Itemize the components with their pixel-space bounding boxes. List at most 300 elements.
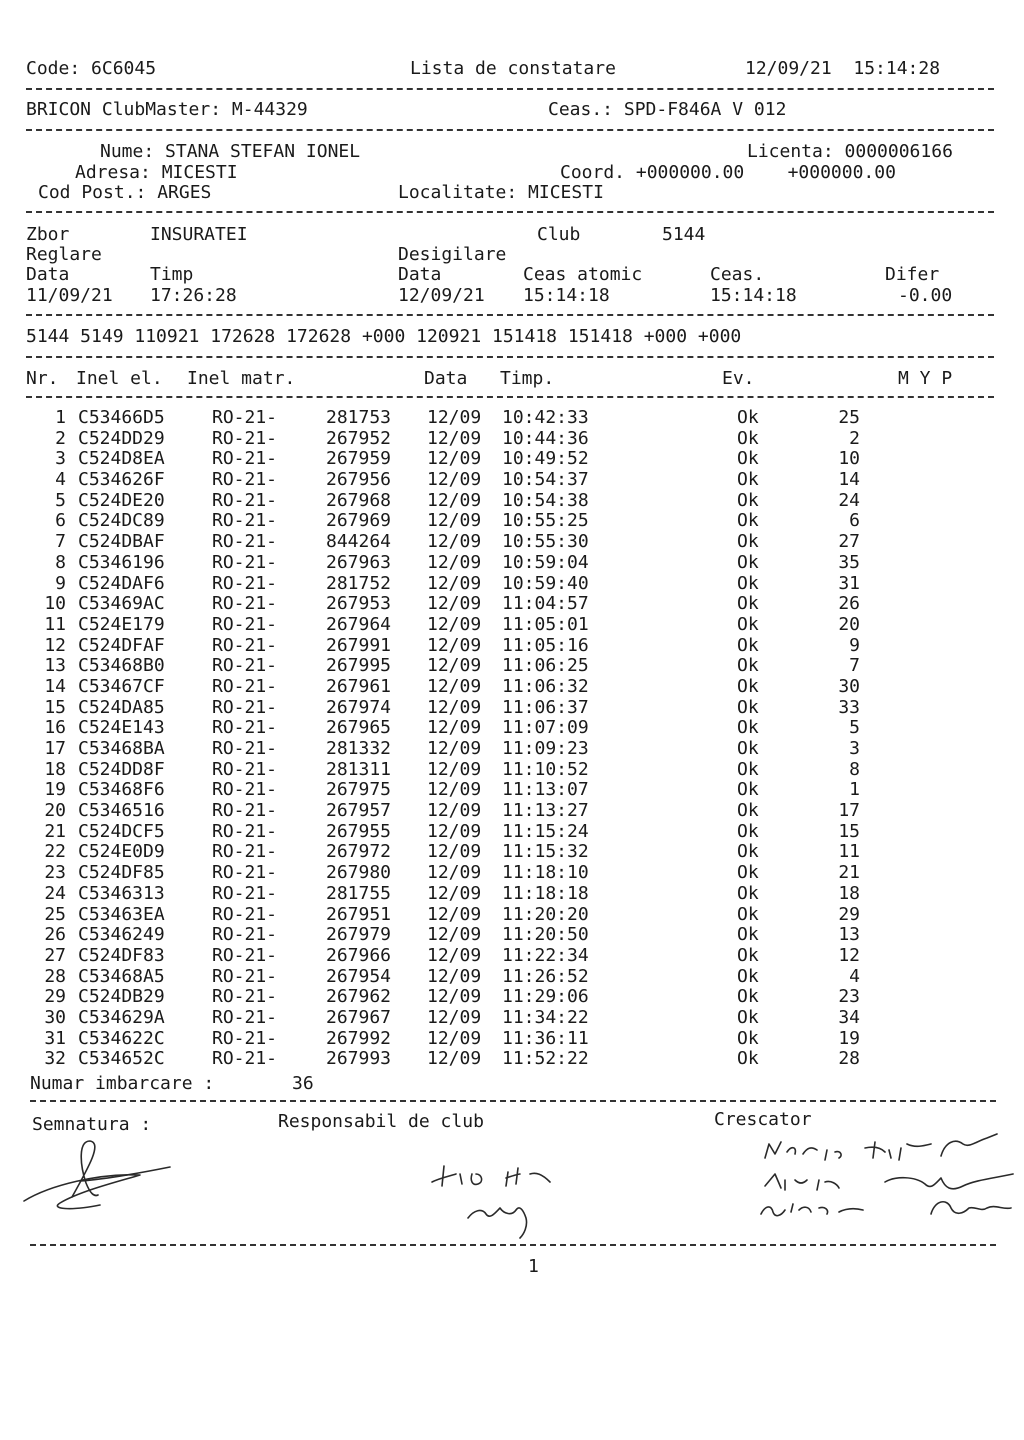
row-number: 14	[44, 675, 66, 697]
position: 1	[849, 779, 860, 801]
event-status: Ok	[737, 841, 759, 863]
separator	[26, 396, 994, 398]
event-status: Ok	[737, 717, 759, 739]
electronic-ring: C524DD29	[78, 427, 165, 449]
ring-prefix: RO-21-	[212, 448, 278, 470]
position: 20	[838, 613, 860, 635]
row-number: 31	[44, 1027, 66, 1049]
position: 13	[838, 924, 860, 946]
ring-prefix: RO-21-	[212, 1048, 278, 1070]
position: 4	[849, 965, 860, 987]
ring-number: 267961	[326, 675, 392, 697]
electronic-ring: C5346249	[78, 924, 165, 946]
document-title: Lista de constatare	[410, 58, 616, 79]
arrival-time: 10:59:40	[502, 572, 589, 594]
electronic-ring: C53468B0	[78, 655, 165, 677]
difference-value: -0.00	[898, 285, 953, 306]
arrival-time: 11:18:18	[502, 882, 589, 904]
atomic-clock-label: Ceas atomic	[523, 264, 643, 285]
arrival-time: 10:44:36	[502, 427, 589, 449]
arrival-date: 12/09	[427, 758, 482, 780]
row-number: 30	[44, 1006, 66, 1028]
event-status: Ok	[737, 820, 759, 842]
electronic-ring: C5346516	[78, 800, 165, 822]
arrival-date: 12/09	[427, 469, 482, 491]
row-number: 21	[44, 820, 66, 842]
ring-prefix: RO-21-	[212, 572, 278, 594]
arrival-time: 11:34:22	[502, 1006, 589, 1028]
arrival-date: 12/09	[427, 572, 482, 594]
handwritten-signature-main	[20, 1135, 180, 1220]
row-number: 11	[44, 613, 66, 635]
row-number: 10	[44, 593, 66, 615]
position: 27	[838, 531, 860, 553]
position: 19	[838, 1027, 860, 1049]
position: 12	[838, 944, 860, 966]
table-row	[0, 946, 1024, 967]
arrival-time: 11:06:25	[502, 655, 589, 677]
position: 21	[838, 862, 860, 884]
arrival-time: 11:20:20	[502, 903, 589, 925]
arrival-time: 10:54:37	[502, 469, 589, 491]
ring-number: 281311	[326, 758, 392, 780]
arrival-date: 12/09	[427, 944, 482, 966]
arrival-date: 12/09	[427, 882, 482, 904]
event-status: Ok	[737, 427, 759, 449]
row-number: 7	[55, 531, 66, 553]
electronic-ring: C534629A	[78, 1006, 165, 1028]
position: 15	[838, 820, 860, 842]
row-number: 19	[44, 779, 66, 801]
arrival-date: 12/09	[427, 841, 482, 863]
club-number: 5144	[662, 224, 706, 245]
row-number: 18	[44, 758, 66, 780]
event-status: Ok	[737, 613, 759, 635]
arrival-date: 12/09	[427, 965, 482, 987]
arrival-time: 10:49:52	[502, 448, 589, 470]
event-status: Ok	[737, 448, 759, 470]
ring-prefix: RO-21-	[212, 779, 278, 801]
table-row	[0, 1029, 1024, 1050]
position: 2	[849, 427, 860, 449]
arrival-date: 12/09	[427, 407, 482, 428]
ring-prefix: RO-21-	[212, 800, 278, 822]
position: 18	[838, 882, 860, 904]
electronic-ring: C5346196	[78, 551, 165, 573]
row-number: 6	[55, 510, 66, 532]
ring-prefix: RO-21-	[212, 738, 278, 759]
electronic-ring: C524DBAF	[78, 531, 165, 553]
ring-number: 267980	[326, 862, 392, 884]
position: 31	[838, 572, 860, 594]
club-label: Club	[537, 224, 581, 245]
position: 3	[849, 738, 860, 759]
table-row	[0, 429, 1024, 450]
arrival-time: 11:05:16	[502, 634, 589, 656]
separator	[26, 129, 994, 131]
arrival-date: 12/09	[427, 655, 482, 677]
ring-number: 281753	[326, 407, 392, 428]
arrival-date: 12/09	[427, 613, 482, 635]
event-status: Ok	[737, 407, 759, 428]
arrival-date: 12/09	[427, 717, 482, 739]
owner-coordinates: Coord. +000000.00 +000000.00	[560, 162, 896, 183]
clocking-table	[0, 408, 1024, 1070]
ring-prefix: RO-21-	[212, 593, 278, 615]
position: 24	[838, 489, 860, 511]
table-row	[0, 760, 1024, 781]
event-status: Ok	[737, 593, 759, 615]
owner-locality: Localitate: MICESTI	[398, 182, 604, 203]
position: 5	[849, 717, 860, 739]
handwritten-club-responsible	[420, 1152, 600, 1242]
arrival-time: 11:09:23	[502, 738, 589, 759]
ring-prefix: RO-21-	[212, 862, 278, 884]
table-row	[0, 698, 1024, 719]
flight-label: Zbor	[26, 224, 70, 245]
ring-prefix: RO-21-	[212, 882, 278, 904]
difference-label: Difer	[885, 264, 940, 285]
row-number: 13	[44, 655, 66, 677]
electronic-ring: C534652C	[78, 1048, 165, 1070]
electronic-ring: C5346313	[78, 882, 165, 904]
electronic-ring: C53463EA	[78, 903, 165, 925]
ring-prefix: RO-21-	[212, 531, 278, 553]
event-status: Ok	[737, 531, 759, 553]
electronic-ring: C524DAF6	[78, 572, 165, 594]
position: 26	[838, 593, 860, 615]
ring-number: 267991	[326, 634, 392, 656]
arrival-time: 11:29:06	[502, 986, 589, 1008]
ring-number: 267979	[326, 924, 392, 946]
arrival-time: 11:07:09	[502, 717, 589, 739]
position: 9	[849, 634, 860, 656]
ring-number: 267954	[326, 965, 392, 987]
ring-prefix: RO-21-	[212, 675, 278, 697]
setting-date: 11/09/21	[26, 285, 113, 306]
row-number: 9	[55, 572, 66, 594]
position: 8	[849, 758, 860, 780]
separator	[26, 314, 994, 316]
arrival-time: 11:20:50	[502, 924, 589, 946]
arrival-time: 10:54:38	[502, 489, 589, 511]
event-status: Ok	[737, 965, 759, 987]
row-number: 22	[44, 841, 66, 863]
event-status: Ok	[737, 903, 759, 925]
row-number: 16	[44, 717, 66, 739]
arrival-time: 11:06:32	[502, 675, 589, 697]
ring-number: 267966	[326, 944, 392, 966]
position: 10	[838, 448, 860, 470]
arrival-time: 11:18:10	[502, 862, 589, 884]
print-datetime: 12/09/21 15:14:28	[745, 58, 941, 79]
table-row	[0, 967, 1024, 988]
position: 35	[838, 551, 860, 573]
table-row	[0, 656, 1024, 677]
ring-prefix: RO-21-	[212, 696, 278, 718]
ring-number: 267993	[326, 1048, 392, 1070]
table-row	[0, 780, 1024, 801]
setting-date-label: Data	[26, 264, 70, 285]
ring-number: 267953	[326, 593, 392, 615]
owner-address: Adresa: MICESTI	[75, 162, 238, 183]
ring-prefix: RO-21-	[212, 1027, 278, 1049]
event-status: Ok	[737, 572, 759, 594]
row-number: 17	[44, 738, 66, 759]
position: 7	[849, 655, 860, 677]
ring-number: 267959	[326, 448, 392, 470]
table-row	[0, 1008, 1024, 1029]
table-row	[0, 905, 1024, 926]
handwritten-breeder-signatures	[755, 1128, 1020, 1238]
encoded-line: 5144 5149 110921 172628 172628 +000 120921 151418 151418 +000 +000	[26, 326, 742, 347]
ring-number: 267992	[326, 1027, 392, 1049]
row-number: 32	[44, 1048, 66, 1070]
electronic-ring: C524DFAF	[78, 634, 165, 656]
clock-time: 15:14:18	[710, 285, 797, 306]
unsealing-date-label: Data	[398, 264, 442, 285]
event-status: Ok	[737, 551, 759, 573]
ring-number: 267965	[326, 717, 392, 739]
position: 28	[838, 1048, 860, 1070]
arrival-time: 11:15:32	[502, 841, 589, 863]
row-number: 20	[44, 800, 66, 822]
arrival-time: 11:06:37	[502, 696, 589, 718]
position: 29	[838, 903, 860, 925]
ring-prefix: RO-21-	[212, 510, 278, 532]
arrival-time: 11:04:57	[502, 593, 589, 615]
ring-prefix: RO-21-	[212, 758, 278, 780]
col-header-event: Ev.	[722, 368, 755, 389]
ring-prefix: RO-21-	[212, 469, 278, 491]
arrival-date: 12/09	[427, 675, 482, 697]
col-header-myp: M Y P	[898, 368, 953, 389]
arrival-date: 12/09	[427, 448, 482, 470]
arrival-time: 10:42:33	[502, 407, 589, 428]
ring-prefix: RO-21-	[212, 407, 278, 428]
table-row	[0, 884, 1024, 905]
row-number: 29	[44, 986, 66, 1008]
boarding-count: 36	[292, 1073, 314, 1094]
ring-number: 267995	[326, 655, 392, 677]
owner-license: Licenta: 0000006166	[747, 141, 953, 162]
event-status: Ok	[737, 738, 759, 759]
table-row	[0, 449, 1024, 470]
electronic-ring: C524DCF5	[78, 820, 165, 842]
electronic-ring: C524E143	[78, 717, 165, 739]
position: 6	[849, 510, 860, 532]
electronic-ring: C53468F6	[78, 779, 165, 801]
ring-number: 267975	[326, 779, 392, 801]
event-status: Ok	[737, 696, 759, 718]
arrival-date: 12/09	[427, 1027, 482, 1049]
arrival-date: 12/09	[427, 903, 482, 925]
col-header-electronic-ring: Inel el.	[76, 368, 163, 389]
table-row	[0, 842, 1024, 863]
event-status: Ok	[737, 1027, 759, 1049]
breeder-label: Crescator	[714, 1109, 812, 1130]
table-row	[0, 511, 1024, 532]
electronic-ring: C524DE20	[78, 489, 165, 511]
ring-prefix: RO-21-	[212, 427, 278, 449]
row-number: 2	[55, 427, 66, 449]
flight-name: INSURATEI	[150, 224, 248, 245]
atomic-clock-time: 15:14:18	[523, 285, 610, 306]
row-number: 23	[44, 862, 66, 884]
arrival-date: 12/09	[427, 1006, 482, 1028]
boarding-label: Numar imbarcare :	[30, 1073, 215, 1094]
table-row	[0, 677, 1024, 698]
position: 23	[838, 986, 860, 1008]
ring-prefix: RO-21-	[212, 903, 278, 925]
arrival-time: 10:55:25	[502, 510, 589, 532]
event-status: Ok	[737, 986, 759, 1008]
setting-time: 17:26:28	[150, 285, 237, 306]
event-status: Ok	[737, 924, 759, 946]
event-status: Ok	[737, 862, 759, 884]
table-row	[0, 801, 1024, 822]
ring-prefix: RO-21-	[212, 944, 278, 966]
row-number: 4	[55, 469, 66, 491]
table-row	[0, 822, 1024, 843]
ring-number: 281752	[326, 572, 392, 594]
event-status: Ok	[737, 675, 759, 697]
position: 30	[838, 675, 860, 697]
electronic-ring: C53468BA	[78, 738, 165, 759]
event-status: Ok	[737, 882, 759, 904]
event-status: Ok	[737, 469, 759, 491]
table-row	[0, 615, 1024, 636]
arrival-date: 12/09	[427, 634, 482, 656]
ring-number: 267969	[326, 510, 392, 532]
ring-number: 267951	[326, 903, 392, 925]
table-row	[0, 491, 1024, 512]
event-status: Ok	[737, 1048, 759, 1070]
arrival-time: 11:26:52	[502, 965, 589, 987]
ring-prefix: RO-21-	[212, 986, 278, 1008]
ring-number: 267956	[326, 469, 392, 491]
position: 11	[838, 841, 860, 863]
ring-number: 267967	[326, 1006, 392, 1028]
table-row	[0, 863, 1024, 884]
col-header-ring-number: Inel matr.	[187, 368, 296, 389]
row-number: 15	[44, 696, 66, 718]
event-status: Ok	[737, 800, 759, 822]
unsealing-label: Desigilare	[398, 244, 507, 265]
separator	[26, 356, 994, 358]
position: 14	[838, 469, 860, 491]
electronic-ring: C524DC89	[78, 510, 165, 532]
position: 25	[838, 407, 860, 428]
setting-time-label: Timp	[150, 264, 194, 285]
ring-prefix: RO-21-	[212, 965, 278, 987]
electronic-ring: C524DF83	[78, 944, 165, 966]
ring-number: 281332	[326, 738, 392, 759]
arrival-time: 10:59:04	[502, 551, 589, 573]
row-number: 24	[44, 882, 66, 904]
arrival-time: 11:15:24	[502, 820, 589, 842]
arrival-time: 11:13:07	[502, 779, 589, 801]
arrival-time: 11:05:01	[502, 613, 589, 635]
table-row	[0, 470, 1024, 491]
electronic-ring: C53469AC	[78, 593, 165, 615]
arrival-time: 11:52:22	[502, 1048, 589, 1070]
ring-prefix: RO-21-	[212, 820, 278, 842]
ring-number: 267963	[326, 551, 392, 573]
ring-prefix: RO-21-	[212, 655, 278, 677]
clubmaster-id: BRICON ClubMaster: M-44329	[26, 99, 308, 120]
ring-number: 267968	[326, 489, 392, 511]
arrival-date: 12/09	[427, 1048, 482, 1070]
row-number: 28	[44, 965, 66, 987]
position: 33	[838, 696, 860, 718]
arrival-date: 12/09	[427, 696, 482, 718]
owner-postcode: Cod Post.: ARGES	[38, 182, 212, 203]
arrival-date: 12/09	[427, 986, 482, 1008]
owner-name: Nume: STANA STEFAN IONEL	[100, 141, 361, 162]
event-status: Ok	[737, 510, 759, 532]
arrival-date: 12/09	[427, 779, 482, 801]
separator	[26, 211, 994, 213]
table-row	[0, 408, 1024, 429]
table-row	[0, 636, 1024, 657]
row-number: 26	[44, 924, 66, 946]
col-header-nr: Nr.	[26, 368, 59, 389]
arrival-date: 12/09	[427, 531, 482, 553]
row-number: 12	[44, 634, 66, 656]
electronic-ring: C524DA85	[78, 696, 165, 718]
table-row	[0, 532, 1024, 553]
event-status: Ok	[737, 1006, 759, 1028]
table-row	[0, 594, 1024, 615]
page-number: 1	[528, 1256, 539, 1277]
ring-number: 267957	[326, 800, 392, 822]
event-status: Ok	[737, 758, 759, 780]
table-row	[0, 739, 1024, 760]
table-row	[0, 925, 1024, 946]
ring-prefix: RO-21-	[212, 634, 278, 656]
arrival-date: 12/09	[427, 862, 482, 884]
unsealing-date: 12/09/21	[398, 285, 485, 306]
electronic-ring: C53468A5	[78, 965, 165, 987]
ring-number: 267974	[326, 696, 392, 718]
ring-prefix: RO-21-	[212, 489, 278, 511]
table-row	[0, 987, 1024, 1008]
event-status: Ok	[737, 779, 759, 801]
event-status: Ok	[737, 489, 759, 511]
row-number: 8	[55, 551, 66, 573]
clock-label: Ceas.	[710, 264, 765, 285]
separator	[30, 1244, 996, 1246]
setting-label: Reglare	[26, 244, 102, 265]
arrival-date: 12/09	[427, 427, 482, 449]
arrival-date: 12/09	[427, 551, 482, 573]
separator	[26, 88, 994, 90]
electronic-ring: C53466D5	[78, 407, 165, 428]
row-number: 3	[55, 448, 66, 470]
ring-prefix: RO-21-	[212, 613, 278, 635]
ring-number: 267962	[326, 986, 392, 1008]
electronic-ring: C524E0D9	[78, 841, 165, 863]
arrival-date: 12/09	[427, 593, 482, 615]
arrival-date: 12/09	[427, 510, 482, 532]
arrival-date: 12/09	[427, 738, 482, 759]
table-row	[0, 574, 1024, 595]
ring-prefix: RO-21-	[212, 551, 278, 573]
ring-number: 267972	[326, 841, 392, 863]
event-status: Ok	[737, 944, 759, 966]
signature-label: Semnatura :	[32, 1114, 152, 1135]
